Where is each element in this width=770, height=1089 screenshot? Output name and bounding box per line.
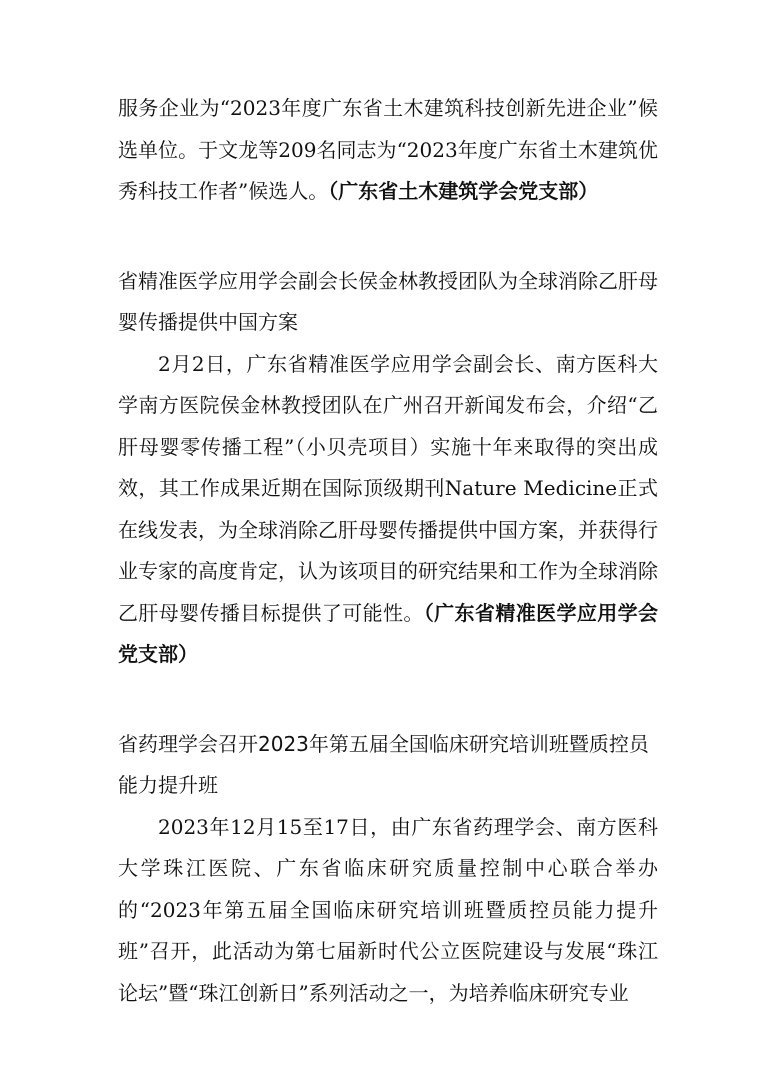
section-2-body — [118, 344, 658, 676]
section-1-text: 服务企业为“2023年度广东省土木建筑科技创新先进企业”候选单位。于文龙等209名同志为“2023年度广东省土木建筑优秀科技工作者”候选人。 — [118, 96, 658, 203]
section-3-text: 2023年12月15至17日，由广东省药理学会、南方医科大学珠江医院、广东省临床研究质量控制中心联合举办的“2023年第五届全国临床研究培训班暨质控员能力提升班”召开，此活动为第七届新时代公立医院建设与发展“珠江论坛”暨“珠江创新日”系列活动之一，为培养临床研究专业 — [118, 814, 658, 1005]
section-1-body — [118, 88, 658, 213]
section-gap — [118, 676, 658, 724]
section-2-title: 省精准医学应用学会副会长侯金林教授团队为全球消除乙肝母婴传播提供中国方案 — [118, 268, 658, 334]
section-3-title: 省药理学会召开2023年第五届全国临床研究培训班暨质控员能力提升班 — [118, 731, 649, 797]
section-2-text: 2月2日，广东省精准医学应用学会副会长、南方医科大学南方医院侯金林教授团队在广州召开新闻发布会，介绍“乙肝母婴零传播工程”（小贝壳项目）实施十年来取得的突出成效，其工作成果近期在国际顶级期刊Nature Medicine正式在线发表，为全球消除乙肝母婴传播提供中国方案，并获得行业专家的高度肯定，认为该项目的研究结果和工作为全球消除乙肝母婴传播目标提供了可能性。 — [118, 351, 658, 625]
section-1-source: （广东省土木建筑学会党支部） — [328, 179, 599, 203]
section-2-source: （广东省精准医学应用学会党支部） — [118, 600, 659, 666]
section-3-body — [118, 807, 658, 1015]
document-page — [118, 88, 658, 1014]
section-gap — [118, 213, 658, 261]
